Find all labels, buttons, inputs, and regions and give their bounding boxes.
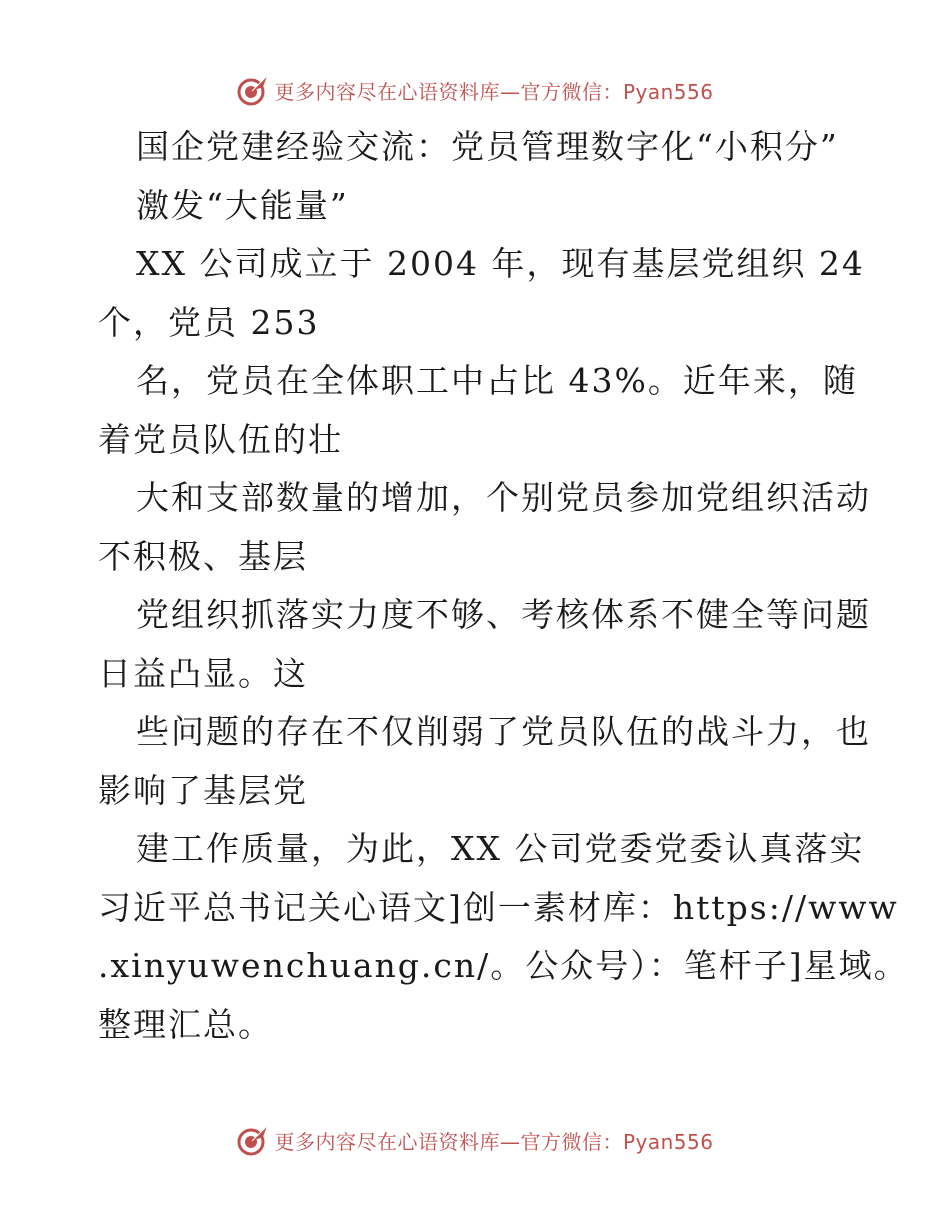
paragraph-line: 大和支部数量的增加，个别党员参加党组织活动 xyxy=(136,478,871,517)
paragraph-line: 日益凸显。这 xyxy=(98,653,308,693)
paragraph-line: .xinyuwenchuang.cn/。公众号）：笔杆子]星域。 xyxy=(98,946,909,985)
title-line-1: 国企党建经验交流：党员管理数字化“小积分” xyxy=(136,127,839,166)
header-banner xyxy=(0,70,950,110)
paragraph-line: 些问题的存在不仅削弱了党员队伍的战斗力，也 xyxy=(136,712,871,751)
paragraph-line: 整理汇总。 xyxy=(98,1004,273,1044)
quill-logo-icon xyxy=(236,1123,270,1157)
paragraph-line: 党组织抓落实力度不够、考核体系不健全等问题 xyxy=(136,595,871,634)
paragraph-line: 习近平总书记关心语文]创一素材库：https://www xyxy=(98,887,899,927)
paragraph-line: 名，党员在全体职工中占比 43%。近年来，随 xyxy=(136,361,858,400)
paragraph-line: 着党员队伍的壮 xyxy=(98,419,343,459)
footer-banner-text: 更多内容尽在心语资料库—官方微信：Pyan556 xyxy=(274,1129,714,1154)
document-body xyxy=(98,118,909,1054)
footer-banner xyxy=(0,1120,950,1160)
paragraph-line: 不积极、基层 xyxy=(98,536,308,576)
paragraph-line: XX 公司成立于 2004 年，现有基层党组织 24 xyxy=(136,244,865,283)
paragraph-line: 个，党员 253 xyxy=(98,302,320,342)
paragraph-line: 影响了基层党 xyxy=(98,770,308,810)
quill-logo-icon xyxy=(236,73,270,107)
paragraph-line: 建工作质量，为此，XX 公司党委党委认真落实 xyxy=(136,829,865,868)
title-line-2: 激发“大能量” xyxy=(136,185,349,225)
header-banner-text: 更多内容尽在心语资料库—官方微信：Pyan556 xyxy=(274,79,714,104)
